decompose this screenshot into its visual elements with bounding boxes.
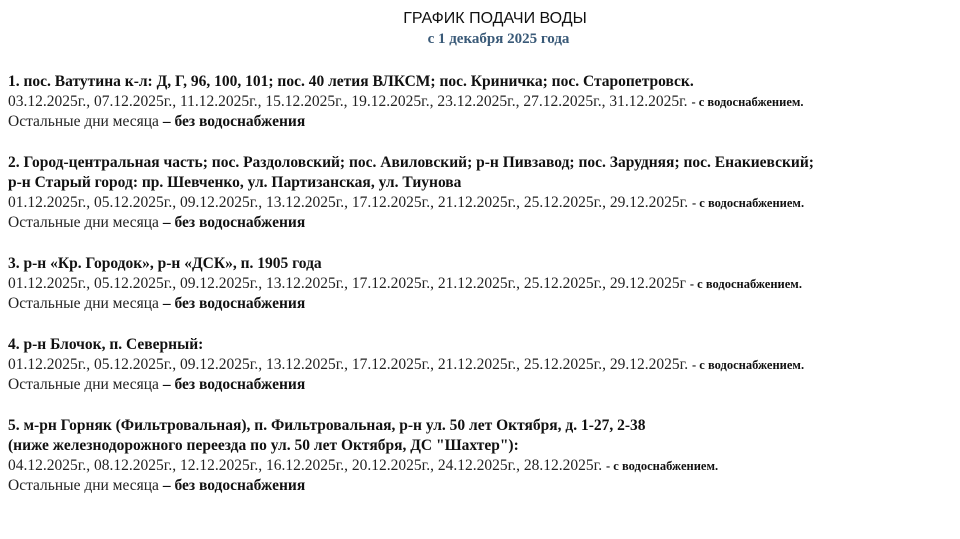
sections-list [8,72,958,517]
rest-prefix: Остальные дни месяца [8,376,159,393]
section-header-line: 2. Город-центральная часть; пос. Раздоловский; пос. Авиловский; р-н Пивзавод; пос. Зарудняя; пос. Енакиевский; [8,154,814,171]
supply-dates: 04.12.2025г., 08.12.2025г., 12.12.2025г., 16.12.2025г., 20.12.2025г., 24.12.2025г., 28.12.2025г. [8,457,603,474]
page-title: ГРАФИК ПОДАЧИ ВОДЫ [403,10,587,27]
rest-line [8,112,958,132]
section-header-line: р-н Старый город: пр. Шевченко, ул. Партизанская, ул. Тиунова [8,174,462,191]
section-4 [8,335,958,395]
section-header-line: (ниже железнодорожного переезда по ул. 50 лет Октября, ДС "Шахтер"): [8,437,519,454]
supply-note: - с водоснабжением. [689,277,802,291]
rest-prefix: Остальные дни месяца [8,477,159,494]
supply-note: - с водоснабжением. [606,459,719,473]
rest-note: – без водоснабжения [162,376,306,393]
rest-line [8,375,958,395]
supply-note: - с водоснабжением. [691,95,804,109]
supply-dates: 03.12.2025г., 07.12.2025г., 11.12.2025г., 15.12.2025г., 19.12.2025г., 23.12.2025г., 27.12.2025г., 31.12.2025г. [8,93,688,110]
supply-dates: 01.12.2025г., 05.12.2025г., 09.12.2025г., 13.12.2025г., 17.12.2025г., 21.12.2025г., 25.12.2025г., 29.12.2025г. [8,356,689,373]
section-3 [8,254,958,314]
section-header-line: 1. пос. Ватутина к-л: Д, Г, 96, 100, 101; пос. 40 летия ВЛКСМ; пос. Криничка; пос. Старопетровск. [8,73,694,90]
schedule-line [8,355,958,375]
rest-line [8,294,958,314]
rest-note: – без водоснабжения [162,477,306,494]
rest-prefix: Остальные дни месяца [8,113,159,130]
rest-note: – без водоснабжения [162,214,306,231]
section-1 [8,72,958,132]
section-header-line: 4. р-н Блочок, п. Северный: [8,336,204,353]
rest-prefix: Остальные дни месяца [8,214,159,231]
rest-note: – без водоснабжения [162,113,306,130]
rest-line [8,213,958,233]
schedule-line [8,92,958,112]
rest-prefix: Остальные дни месяца [8,295,159,312]
schedule-line [8,456,958,476]
schedule-line [8,274,958,294]
rest-line [8,476,958,496]
section-2 [8,153,958,233]
rest-note: – без водоснабжения [162,295,306,312]
section-header-line: 5. м-рн Горняк (Фильтровальная), п. Фильтровальная, р-н ул. 50 лет Октября, д. 1-27, 2-38 [8,417,646,434]
supply-dates: 01.12.2025г., 05.12.2025г., 09.12.2025г., 13.12.2025г., 17.12.2025г., 21.12.2025г., 25.12.2025г., 29.12.2025г. [8,194,689,211]
section-5 [8,416,958,496]
section-header-line: 3. р-н «Кр. Городок», р-н «ДСК», п. 1905 года [8,255,322,272]
supply-dates: 01.12.2025г., 05.12.2025г., 09.12.2025г., 13.12.2025г., 17.12.2025г., 21.12.2025г., 25.12.2025г., 29.12.2025г [8,275,686,292]
schedule-line [8,193,958,213]
supply-note: - с водоснабжением. [692,196,805,210]
page-subtitle: с 1 декабря 2025 года [427,31,570,47]
supply-note: - с водоснабжением. [692,358,805,372]
